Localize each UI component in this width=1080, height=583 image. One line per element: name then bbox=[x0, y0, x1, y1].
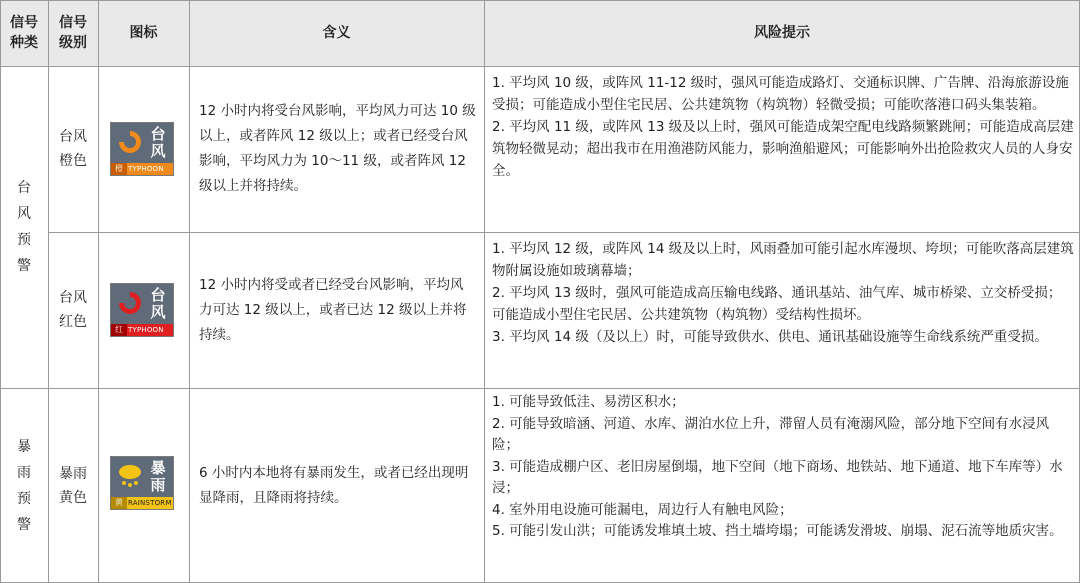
risk-typhoon-red bbox=[484, 232, 1080, 388]
typhoon-orange-icon bbox=[110, 122, 174, 176]
grid-line bbox=[484, 0, 485, 583]
grid-line bbox=[48, 0, 49, 583]
grid-line bbox=[0, 66, 1080, 67]
header-risk bbox=[484, 0, 1080, 66]
level-text: 台风 橙色 bbox=[59, 129, 87, 169]
grid-line bbox=[98, 0, 99, 583]
meaning-typhoon-orange bbox=[189, 66, 484, 232]
risk-item: 5. 可能引发山洪；可能诱发堆填土坡、挡土墙垮塌；可能诱发滑坡、崩塌、泥石流等地质灾害。 bbox=[492, 523, 1063, 539]
grid-line bbox=[0, 0, 1080, 1]
rainstorm-yellow-icon bbox=[110, 456, 174, 510]
icon-char-2: 雨 bbox=[150, 476, 166, 494]
header-signal-level bbox=[48, 0, 98, 66]
group-type-rainstorm bbox=[0, 388, 48, 583]
risk-rainstorm-yellow bbox=[484, 388, 1080, 583]
header-meaning-text: 含义 bbox=[322, 25, 351, 41]
typhoon-symbol-icon bbox=[115, 288, 145, 318]
header-signal-type-text: 信号 种类 bbox=[10, 15, 38, 51]
icon-char-1: 台 bbox=[150, 125, 166, 143]
risk-item: 3. 可能造成棚户区、老旧房屋倒塌，地下空间（地下商场、地铁站、地下通道、地下车库等）水浸； bbox=[492, 458, 1063, 496]
icon-char-2: 风 bbox=[150, 303, 166, 321]
icon-cell-typhoon-orange bbox=[98, 66, 189, 232]
row-level-rainstorm-yellow bbox=[48, 388, 98, 583]
icon-char-2: 风 bbox=[150, 142, 166, 160]
header-signal-type bbox=[0, 0, 48, 66]
icon-subtitle: RAINSTORM bbox=[128, 499, 172, 507]
grid-line bbox=[189, 0, 190, 583]
meaning-typhoon-red bbox=[189, 232, 484, 388]
icon-char-1: 台 bbox=[150, 286, 166, 304]
meaning-text: 12 小时内将受或者已经受台风影响，平均风力可达 12 级以上，或者已达 12 级以上并将持续。 bbox=[199, 276, 467, 343]
header-icon bbox=[98, 0, 189, 66]
grid-line bbox=[0, 388, 1080, 389]
risk-item: 1. 平均风 10 级，或阵风 11-12 级时，强风可能造成路灯、交通标识牌、广告牌、沿海旅游设施受损；可能造成小型住宅民居、公共建筑物（构筑物）轻微受损；可能吹落港口码头集装箱。 bbox=[492, 75, 1069, 113]
icon-char-1: 暴 bbox=[150, 459, 166, 477]
risk-item: 1. 可能导致低洼、易涝区积水； bbox=[492, 394, 685, 410]
risk-item: 2. 平均风 11 级，或阵风 13 级及以上时，强风可能造成架空配电线路频繁跳闸；可能造成高层建筑物轻微晃动；超出我市在用渔港防风能力，影响渔船避风；可能影响外出抢险救灾人员的人身安全。 bbox=[492, 119, 1074, 179]
icon-badge: 红 bbox=[111, 324, 127, 336]
icon-subtitle: TYPHOON bbox=[128, 326, 164, 334]
risk-item: 1. 平均风 12 级，或阵风 14 级及以上时，风雨叠加可能引起水库漫坝、垮坝；可能吹落高层建筑物附属设施如玻璃幕墙； bbox=[492, 241, 1074, 279]
meaning-text: 6 小时内本地将有暴雨发生，或者已经出现明显降雨，且降雨将持续。 bbox=[199, 464, 469, 506]
row-level-typhoon-orange bbox=[48, 66, 98, 232]
rain-cloud-icon bbox=[115, 461, 145, 491]
risk-item: 3. 平均风 14 级（及以上）时，可能导致供水、供电、通讯基础设施等生命线系统严重受损。 bbox=[492, 329, 1048, 345]
level-text: 暴雨 黄色 bbox=[59, 465, 87, 506]
grid-line bbox=[48, 232, 1080, 233]
header-icon-text: 图标 bbox=[129, 25, 158, 41]
risk-item: 4. 室外用电设施可能漏电，周边行人有触电风险； bbox=[492, 501, 793, 518]
group-type-typhoon-text: 台 风 预 警 bbox=[17, 180, 31, 274]
grid-line bbox=[0, 0, 1, 583]
group-type-rainstorm-text: 暴 雨 预 警 bbox=[17, 438, 31, 533]
icon-cell-rainstorm-yellow bbox=[98, 388, 189, 583]
icon-badge: 橙 bbox=[111, 163, 127, 175]
icon-subtitle: TYPHOON bbox=[128, 165, 164, 173]
header-signal-level-text: 信号 级别 bbox=[59, 15, 87, 51]
meaning-text: 12 小时内将受台风影响，平均风力可达 10 级以上，或者阵风 12 级以上；或者已经受台风影响，平均风力为 10～11 级，或者阵风 12 级以上并将持续。 bbox=[199, 103, 476, 194]
typhoon-symbol-icon bbox=[115, 127, 145, 157]
header-meaning bbox=[189, 0, 484, 66]
risk-typhoon-orange bbox=[484, 66, 1080, 232]
typhoon-red-icon bbox=[110, 283, 174, 337]
risk-item: 2. 可能导致暗涵、河道、水库、湖泊水位上升，滞留人员有淹溺风险，部分地下空间有水浸风险； bbox=[492, 415, 1050, 453]
header-risk-text: 风险提示 bbox=[754, 25, 810, 41]
icon-cell-typhoon-red bbox=[98, 232, 189, 388]
row-level-typhoon-red bbox=[48, 232, 98, 388]
icon-badge: 黄 bbox=[111, 497, 127, 509]
level-text: 台风 红色 bbox=[59, 290, 87, 330]
group-type-typhoon bbox=[0, 66, 48, 388]
risk-item: 2. 平均风 13 级时，强风可能造成高压输电线路、通讯基站、油气库、城市桥梁、立交桥受损；可能造成小型住宅民居、公共建筑物（构筑物）受结构性损坏。 bbox=[492, 285, 1062, 323]
meaning-rainstorm-yellow bbox=[189, 388, 484, 583]
